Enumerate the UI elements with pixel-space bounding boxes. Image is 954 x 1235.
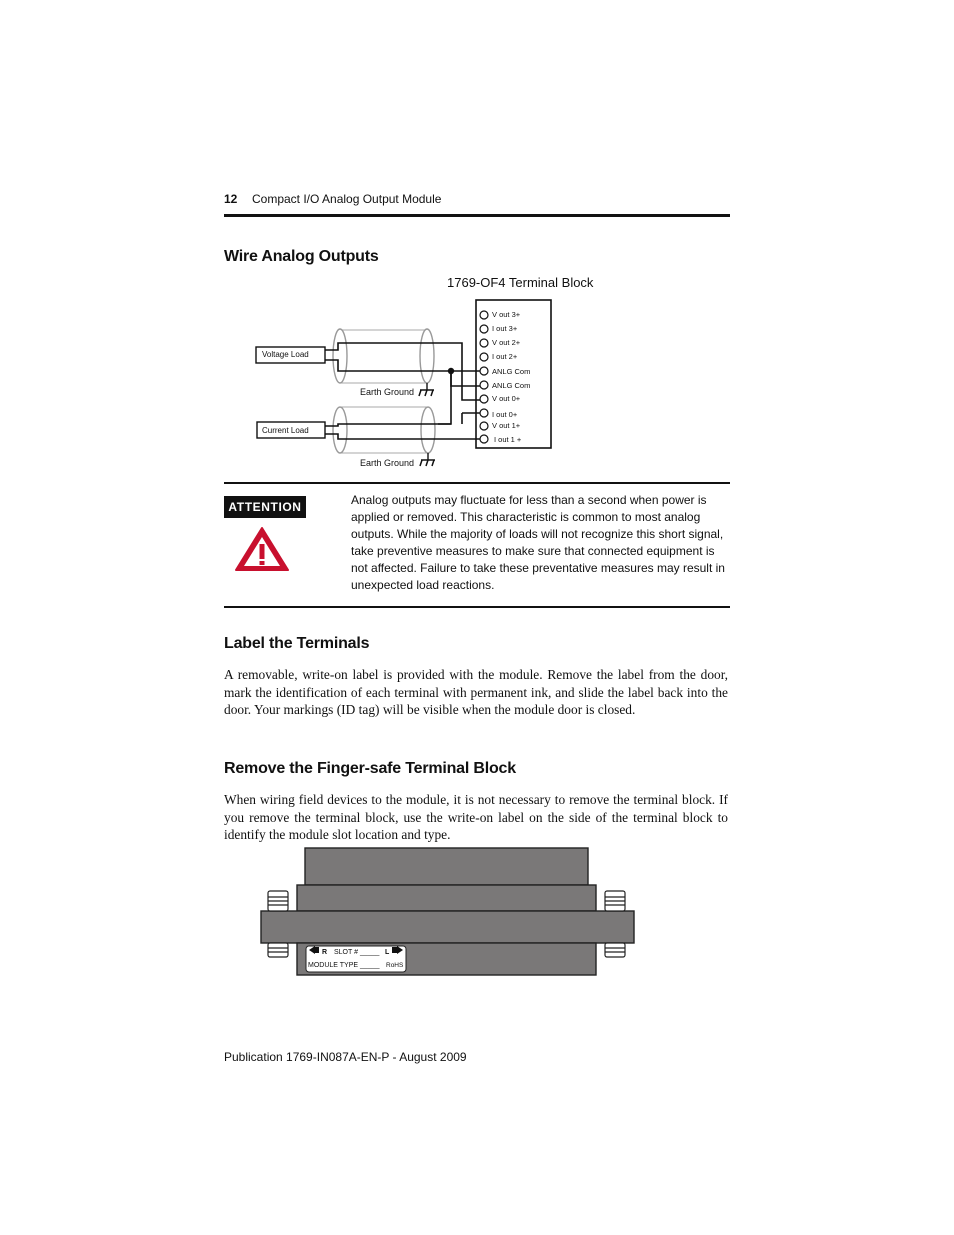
current-load-label: Current Load bbox=[262, 426, 309, 435]
terminal-label: I out 3+ bbox=[492, 324, 518, 333]
footer-publication: Publication 1769-IN087A-EN-P - August 2009 bbox=[224, 1050, 467, 1064]
terminal-label: V out 0+ bbox=[492, 394, 521, 403]
terminal-label: V out 3+ bbox=[492, 310, 521, 319]
upper-cable-shield bbox=[333, 329, 434, 383]
label-left-letter: R bbox=[322, 949, 328, 956]
label-right-letter: L bbox=[385, 949, 390, 956]
attention-text: Analog outputs may fluctuate for less than a second when power is applied or removed. This characteristic is common to most analog outputs. While the majority of loads will not recognize this short signal, take preventive measures to make sure that connected equipment is not affected. Failure to take these preventative measures may result in unexpected load reactions. bbox=[351, 493, 725, 592]
diagram-title: 1769-OF4 Terminal Block bbox=[447, 275, 594, 290]
terminal-label: I out 1 + bbox=[494, 435, 522, 444]
warning-triangle-icon bbox=[233, 525, 291, 573]
paragraph-remove-terminal-block: When wiring field devices to the module, it is not necessary to remove the terminal block. If you remove the terminal block, use the write-on label on the side of the terminal block to identify the module slot location and type. bbox=[224, 792, 728, 842]
label-rohs: RoHS bbox=[386, 962, 404, 969]
junction-dot bbox=[448, 368, 454, 374]
running-header-title: Compact I/O Analog Output Module bbox=[252, 192, 442, 206]
terminal-label: ANLG Com bbox=[492, 381, 531, 390]
terminal-label: I out 2+ bbox=[492, 352, 518, 361]
wiring-diagram bbox=[0, 0, 954, 480]
paragraph-label-terminals: A removable, write-on label is provided with the module. Remove the label from the door, mark the identification of each terminal with permanent ink, and slide the label back into the door. Your markings (ID tag) will be visible when the module door is closed. bbox=[224, 667, 728, 717]
label-module-type: MODULE TYPE _____ bbox=[308, 962, 380, 969]
earth-ground-icon bbox=[419, 390, 434, 396]
voltage-load-label: Voltage Load bbox=[262, 350, 309, 359]
page-number: 12 bbox=[224, 192, 238, 206]
attention-bottom-rule bbox=[224, 606, 730, 608]
write-on-label bbox=[306, 946, 406, 972]
earth-ground-label: Earth Ground bbox=[360, 387, 415, 397]
terminal-block-illustration bbox=[0, 840, 954, 990]
attention-badge: ATTENTION bbox=[224, 496, 306, 518]
attention-top-rule bbox=[224, 482, 730, 484]
terminal-label: I out 0+ bbox=[492, 410, 518, 419]
terminal-label: V out 1+ bbox=[492, 421, 521, 430]
lower-cable-shield bbox=[333, 407, 435, 453]
terminal-label: ANLG Com bbox=[492, 367, 531, 376]
section-heading-label-terminals: Label the Terminals bbox=[224, 635, 370, 652]
earth-ground-label: Earth Ground bbox=[360, 458, 415, 468]
earth-ground-icon bbox=[420, 460, 435, 466]
label-slot: SLOT # _____ bbox=[334, 949, 380, 956]
terminal-label: V out 2+ bbox=[492, 338, 521, 347]
section-heading-wire-analog-outputs: Wire Analog Outputs bbox=[224, 248, 379, 265]
section-heading-remove-terminal-block: Remove the Finger-safe Terminal Block bbox=[224, 760, 516, 777]
